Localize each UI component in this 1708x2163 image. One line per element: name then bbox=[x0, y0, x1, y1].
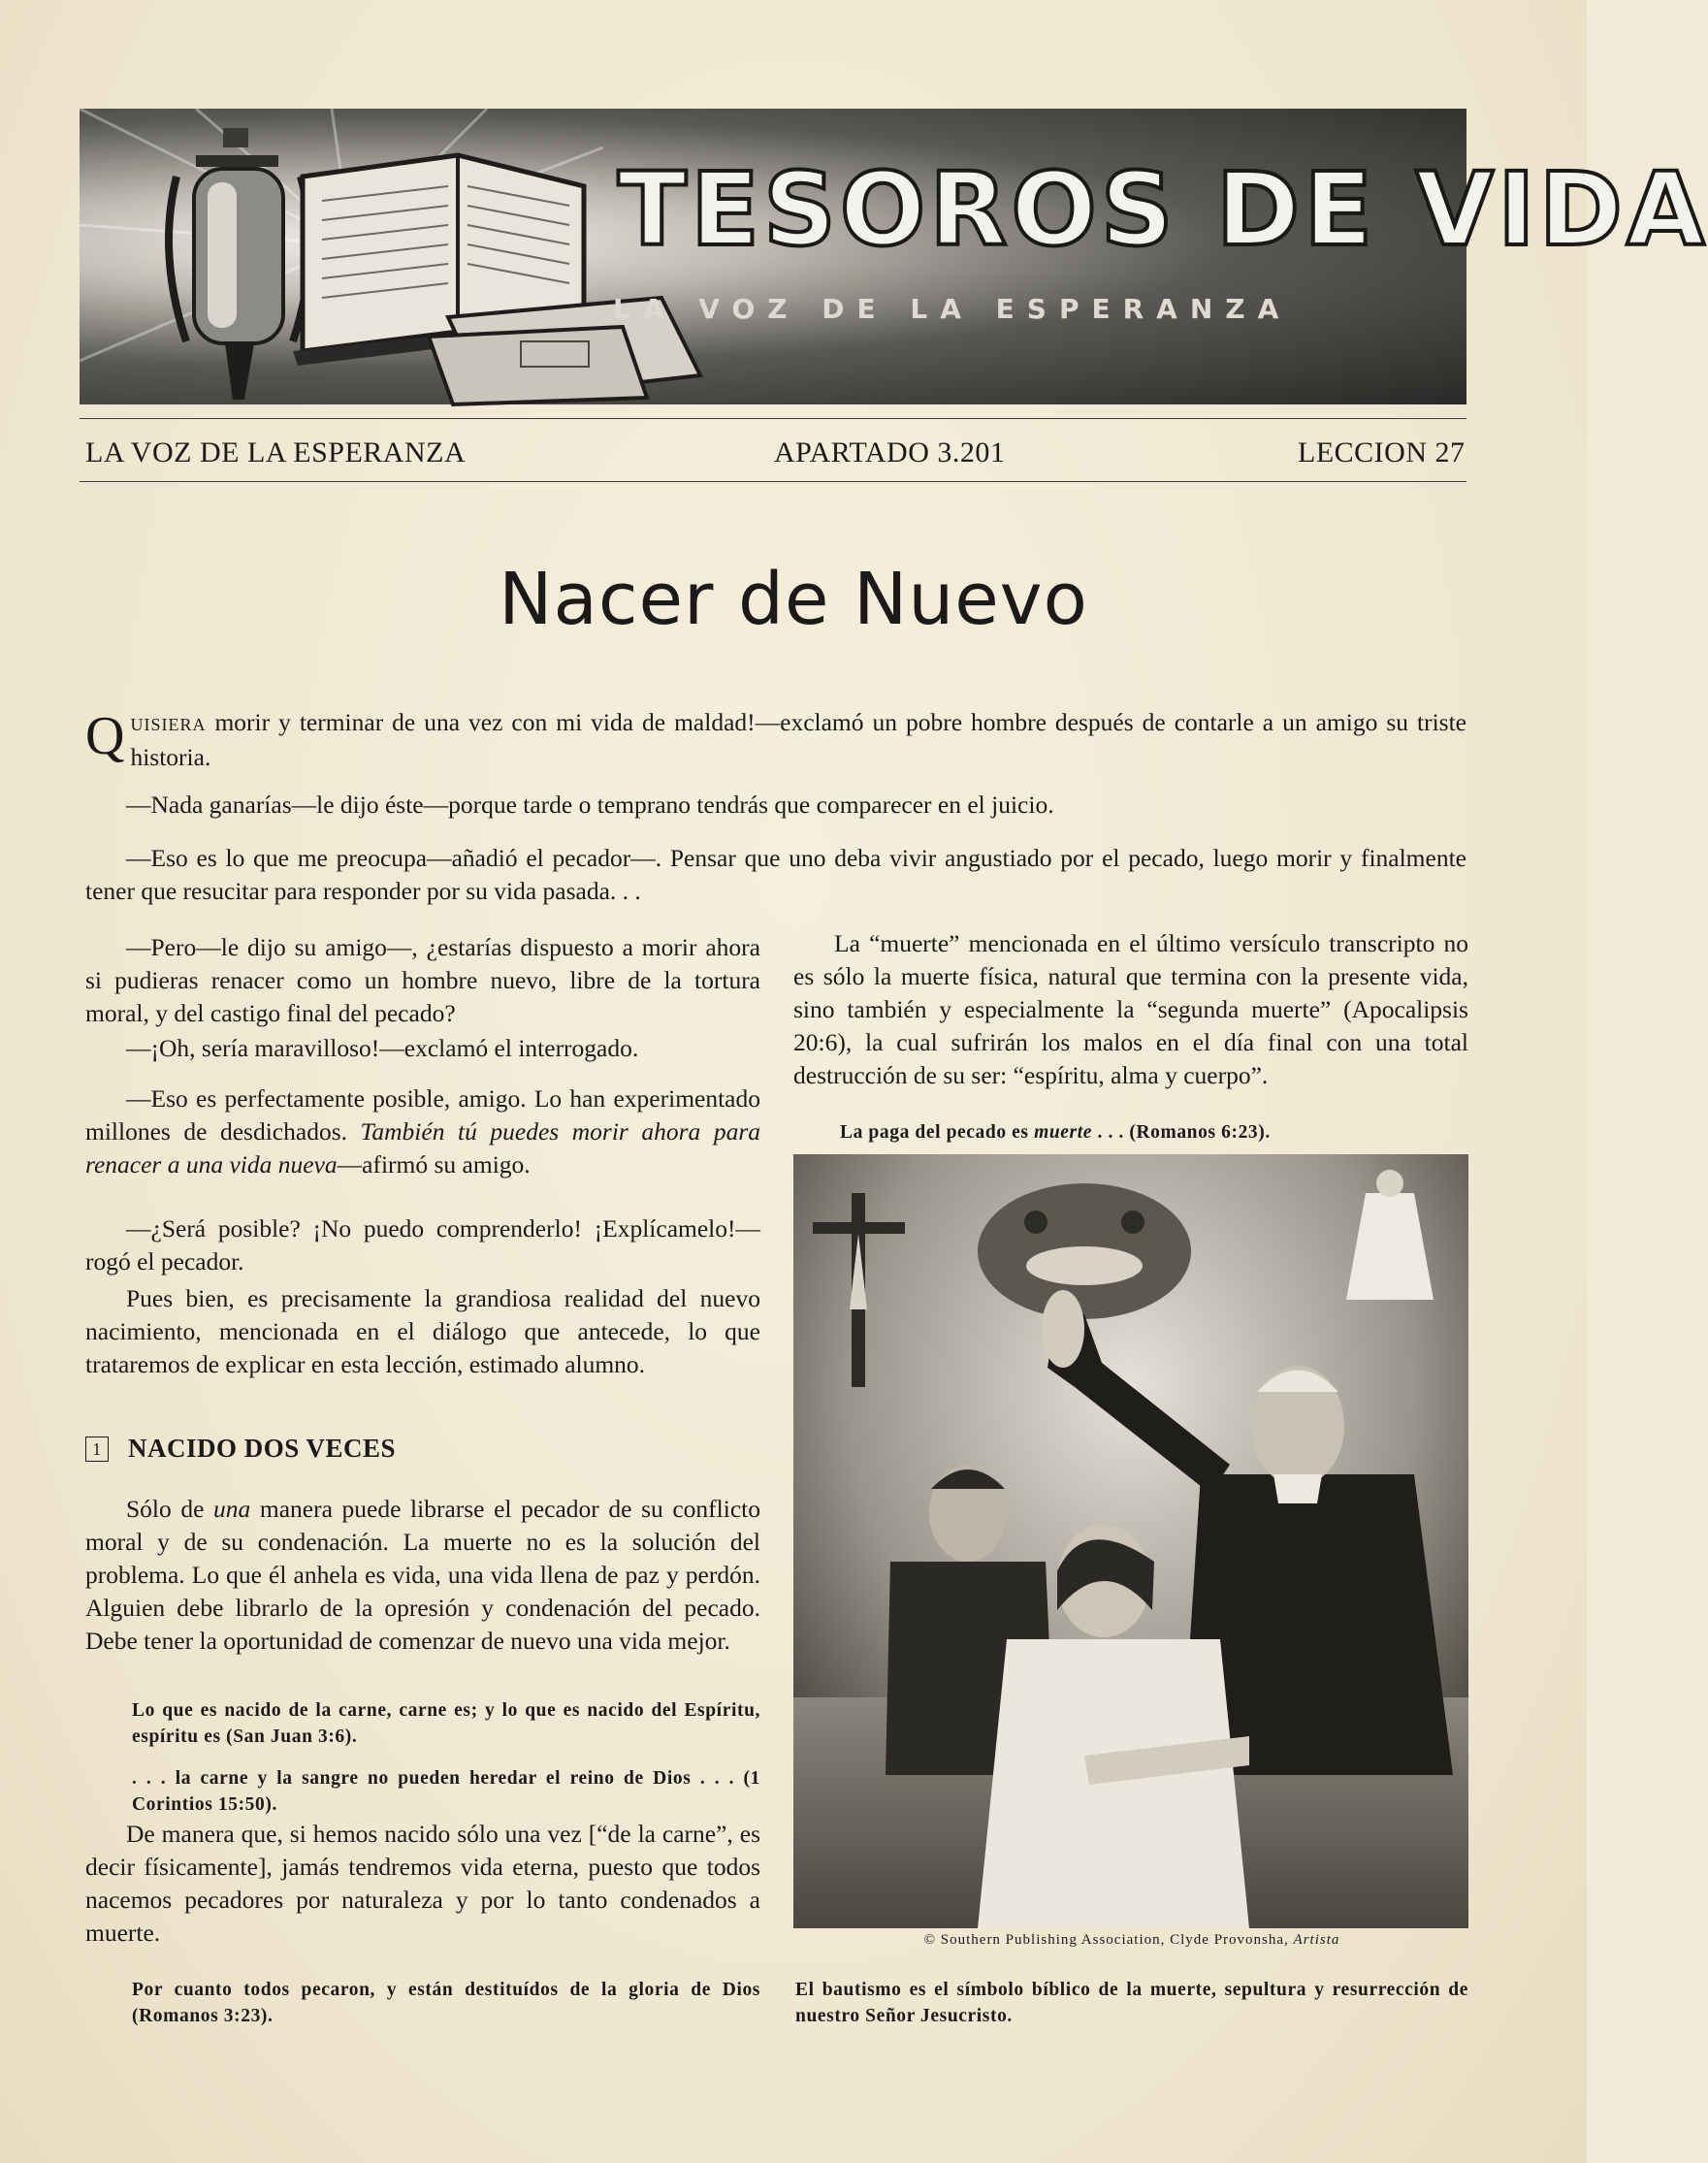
burial-scene-icon bbox=[978, 1183, 1191, 1319]
section-heading bbox=[85, 1434, 396, 1464]
left-p3-italic: También tú puedes morir ahora para renacer a una vida nueva bbox=[85, 1117, 760, 1178]
left-paragraph-4: —¿Será posible? ¡No puedo comprenderlo! ¡Explícamelo!—rogó el pecador. bbox=[85, 1214, 760, 1275]
page-title: Nacer de Nuevo bbox=[499, 558, 1088, 641]
citation-juan: Lo que es nacido de la carne, carne es; y lo que es nacido del Espíritu, espíritu es (San Juan 3:6). bbox=[132, 1700, 760, 1747]
citation-romanos-3: Por cuanto todos pecaron, y están destituídos de la gloria de Dios (Romanos 3:23). bbox=[132, 1980, 760, 2026]
left-paragraph-7: De manera que, si hemos nacido sólo una vez [“de la carne”, es decir físicamente], jamás tendremos vida eterna, puesto que todos nacemos pecadores por naturaleza y por lo tanto condenados a muerte. bbox=[85, 1820, 760, 1947]
baptism-illustration bbox=[793, 1154, 1468, 1928]
intro-paragraph-2: —Nada ganarías—le dijo éste—porque tarde o temprano tendrás que comparecer en el juicio. bbox=[126, 791, 1054, 819]
header-address: APARTADO 3.201 bbox=[774, 436, 1006, 468]
left-p6-text: Sólo de bbox=[126, 1495, 214, 1523]
header-rule-bottom bbox=[80, 481, 1466, 482]
drop-cap: Q bbox=[85, 706, 125, 766]
left-p6-end: manera puede librarse el pecador de su conflicto moral y de su condenación. La muerte no es la solución del problema. Lo que él anhela es vida, una vida llena de paz y perdón. Alguien debe librarlo de la opresión y condenación del pecado. Debe tener la oportunidad de comenzar de nuevo una vida mejor. bbox=[85, 1495, 760, 1655]
credit-text: © Southern Publishing Association, Clyde Provonsha, bbox=[923, 1932, 1294, 1948]
intro-paragraph-3: —Eso es lo que me preocupa—añadió el pecador—. Pensar que uno deba vivir angustiado por el pecado, luego morir y finalmente tener que resucitar para responder por su vida pasada. . . bbox=[85, 844, 1466, 905]
credit-artist-label: Artista bbox=[1293, 1932, 1340, 1948]
masthead-banner bbox=[80, 109, 1708, 404]
citation-corintios: . . . la carne y la sangre no pueden heredar el reino de Dios . . . (1 Corintios 15:50). bbox=[132, 1768, 760, 1815]
microphone-icon bbox=[169, 128, 309, 400]
right-paragraph-1: La “muerte” mencionada en el último versículo transcripto no es sólo la muerte física, natural que termina con la presente vida, sino también y especialmente la “segunda muerte” (Apocalipsis 20:6), la cual sufrirán los malos en el día final con una total destrucción de su ser: “espíritu, alma y cuerpo”. bbox=[793, 929, 1468, 1089]
cite-r6-text: La paga del pecado es bbox=[840, 1122, 1035, 1143]
section-title: NACIDO DOS VECES bbox=[128, 1434, 397, 1463]
masthead-title: TESOROS DE VIDA bbox=[618, 150, 1708, 269]
left-p6-italic: una bbox=[213, 1495, 251, 1523]
citation-romanos-6 bbox=[840, 1119, 1468, 1146]
section-number-box: 1 bbox=[85, 1437, 109, 1462]
intro-paragraph-1 bbox=[85, 706, 1466, 774]
left-paragraph-3 bbox=[85, 1082, 760, 1181]
illustration-credit bbox=[795, 1932, 1468, 1949]
masthead-subtitle: LA VOZ DE LA ESPERANZA bbox=[613, 293, 1292, 325]
header-organization: LA VOZ DE LA ESPERANZA bbox=[85, 436, 467, 468]
header-lesson-number: LECCION 27 bbox=[1298, 436, 1466, 468]
baptism-painting bbox=[793, 1154, 1468, 1928]
cite-r6-end: . . . (Romanos 6:23). bbox=[1092, 1122, 1271, 1143]
left-p3-end: —afirmó su amigo. bbox=[337, 1150, 531, 1178]
cite-r6-italic: muerte bbox=[1034, 1122, 1093, 1143]
left-paragraph-1: —Pero—le dijo su amigo—, ¿estarías dispuesto a morir ahora si pudieras renacer como un hombre nuevo, libre de la tortura moral, y del castigo final del pecado? bbox=[85, 933, 760, 1027]
illustration-caption: El bautismo es el símbolo bíblico de la muerte, sepultura y resurrección de nuestro Señor Jesucristo. bbox=[795, 1980, 1468, 2026]
left-p3-text: —Eso es perfectamente posible, amigo. Lo han experimentado millones de desdichados. bbox=[85, 1084, 760, 1146]
left-paragraph-2: —¡Oh, sería maravilloso!—exclamó el interrogado. bbox=[126, 1034, 639, 1062]
intro-smallcaps: UISIERA bbox=[130, 715, 207, 734]
intro-text-1: morir y terminar de una vez con mi vida de maldad!—exclamó un pobre hombre después de contarle a un amigo su triste historia. bbox=[130, 708, 1466, 771]
left-paragraph-5: Pues bien, es precisamente la grandiosa realidad del nuevo nacimiento, mencionada en el diálogo que antecede, lo que trataremos de explicar en esta lección, estimado alumno. bbox=[85, 1284, 760, 1378]
left-paragraph-6 bbox=[85, 1493, 760, 1658]
header-rule-top bbox=[80, 418, 1466, 419]
